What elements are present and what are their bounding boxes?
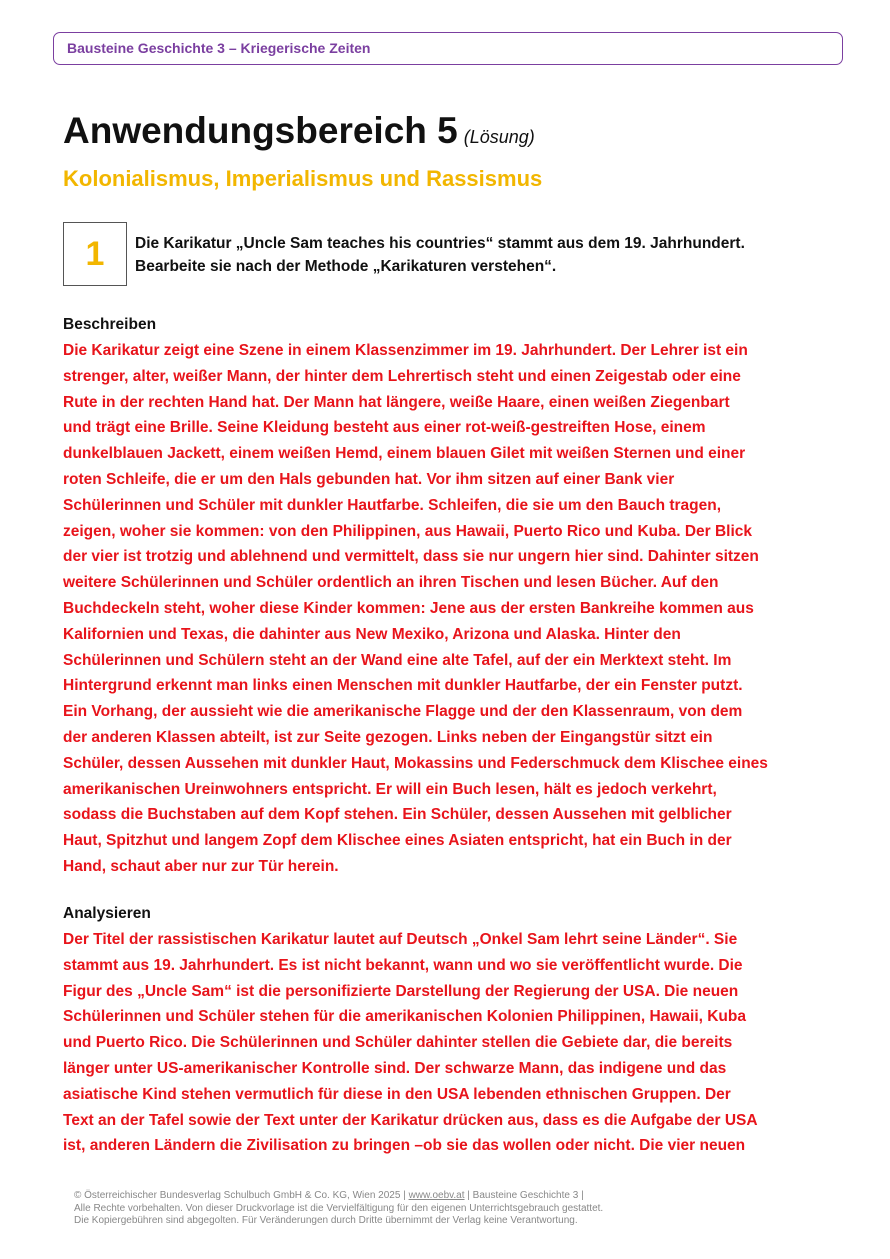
footer-line-3: Die Kopiergebühren sind abgegolten. Für Veränderungen durch Dritte übernimmt der Verlag keine Verantwortung. bbox=[74, 1215, 578, 1226]
body-line: Die Karikatur zeigt eine Szene in einem Klassenzimmer im 19. Jahrhundert. Der Lehrer ist ein bbox=[63, 342, 748, 359]
body-line: amerikanischen Ureinwohners entspricht. Er will ein Buch lesen, hält es jedoch verkehrt, bbox=[63, 780, 717, 798]
section-body-beschreiben bbox=[63, 338, 833, 880]
body-line: Kalifornien und Texas, die dahinter aus New Mexiko, Arizona und Alaska. Hinter den bbox=[63, 625, 681, 643]
page-title-main: Anwendungsbereich 5 bbox=[63, 110, 458, 151]
section-body-analysieren bbox=[63, 927, 833, 1159]
body-line: länger unter US-amerikanischer Kontrolle sind. Der schwarze Mann, das indigene und das bbox=[63, 1059, 727, 1077]
body-line: dunkelblauen Jackett, einem weißen Hemd, einem blauen Gilet mit weißen Sternen und einer bbox=[63, 445, 746, 463]
body-line: roten Schleife, die er um den Hals gebunden hat. Vor ihm sitzen auf einer Bank vier bbox=[63, 470, 675, 488]
body-line: Schülerinnen und Schüler stehen für die amerikanischen Kolonien Philippinen, Hawaii, Kuba bbox=[63, 1008, 746, 1026]
page-subtitle: Kolonialismus, Imperialismus und Rassismus bbox=[63, 166, 543, 191]
footer-line-1 bbox=[74, 1190, 603, 1203]
task-number-box: 1 bbox=[63, 222, 127, 286]
body-line: Schülerinnen und Schüler mit dunkler Hautfarbe. Schleifen, die sie um den Bauch tragen, bbox=[63, 496, 722, 514]
body-line: und Puerto Rico. Die Schülerinnen und Schüler dahinter stellen die Gebiete dar, die bereits bbox=[63, 1034, 733, 1052]
body-line: sodass die Buchstaben auf dem Kopf stehen. Ein Schüler, dessen Aussehen mit gelblicher bbox=[63, 806, 732, 824]
body-line: der anderen Klassen abteilt, ist zur Seite gezogen. Links neben der Eingangstür sitzt ein bbox=[63, 728, 713, 746]
body-line: asiatische Kind stehen vermutlich für diese in den USA lebenden ethnischen Gruppen. Der bbox=[63, 1085, 731, 1103]
body-line: Rute in der rechten Hand hat. Der Mann hat längere, weiße Haare, einen weißen Ziegenbart bbox=[63, 393, 730, 411]
page-title-note: (Lösung) bbox=[463, 127, 535, 147]
page-footer bbox=[74, 1190, 603, 1228]
body-line: ist, anderen Ländern die Zivilisation zu bringen –ob sie das wollen oder nicht. Die vier neuen bbox=[63, 1137, 746, 1155]
body-line: der vier ist trotzig und ablehnend und vermittelt, dass sie nur ungern hier sind. Dahinter sitzen bbox=[63, 548, 759, 566]
task-line: Die Karikatur „Uncle Sam teaches his countries“ stammt aus dem 19. Jahrhundert. bbox=[135, 235, 745, 252]
page-title bbox=[63, 110, 535, 152]
footer-copyright: © Österreichischer Bundesverlag Schulbuch GmbH & Co. KG, Wien 2025 | bbox=[74, 1190, 406, 1201]
body-line: Text an der Tafel sowie der Text unter der Karikatur drücken aus, dass es die Aufgabe der USA bbox=[63, 1111, 758, 1129]
body-line: und trägt eine Brille. Seine Kleidung besteht aus einer rot-weiß-gestreiften Hose, einem bbox=[63, 419, 706, 437]
footer-link[interactable]: www.oebv.at bbox=[408, 1190, 465, 1201]
body-line: stammt aus 19. Jahrhundert. Es ist nicht bekannt, wann und wo sie veröffentlicht wurde. Die bbox=[63, 956, 743, 974]
body-line: Buchdeckeln steht, woher diese Kinder kommen: Jene aus der ersten Bankreihe kommen aus bbox=[63, 599, 754, 617]
body-line: Der Titel der rassistischen Karikatur lautet auf Deutsch „Onkel Sam lehrt seine Länder“. Sie bbox=[63, 931, 738, 948]
task-line: Bearbeite sie nach der Methode „Karikaturen verstehen“. bbox=[135, 258, 557, 275]
task-instructions bbox=[135, 232, 835, 278]
body-line: Schülerinnen und Schülern steht an der Wand eine alte Tafel, auf der ein Merktext steht. Im bbox=[63, 651, 732, 669]
body-line: Hand, schaut aber nur zur Tür herein. bbox=[63, 857, 339, 875]
body-line: Haut, Spitzhut und langem Zopf dem Klischee eines Asiaten entspricht, hat ein Buch in der bbox=[63, 832, 732, 850]
body-line: zeigen, woher sie kommen: von den Philippinen, aus Hawaii, Puerto Rico und Kuba. Der Blick bbox=[63, 522, 753, 540]
body-line: Hintergrund erkennt man links einen Menschen mit dunkler Hautfarbe, der ein Fenster putzt. bbox=[63, 677, 743, 695]
header-box bbox=[53, 32, 843, 65]
header-text: Bausteine Geschichte 3 – Kriegerische Zeiten bbox=[67, 40, 371, 56]
section-heading-analysieren: Analysieren bbox=[63, 905, 151, 922]
footer-book: | Bausteine Geschichte 3 | bbox=[467, 1190, 584, 1201]
body-line: Schüler, dessen Aussehen mit dunkler Haut, Mokassins und Federschmuck dem Klischee eines bbox=[63, 754, 768, 772]
body-line: Ein Vorhang, der aussieht wie die amerikanische Flagge und der den Klassenraum, von dem bbox=[63, 703, 743, 721]
body-line: strenger, alter, weißer Mann, der hinter dem Lehrertisch steht und einen Zeigestab oder eine bbox=[63, 367, 741, 385]
footer-line-2: Alle Rechte vorbehalten. Von dieser Druckvorlage ist die Vervielfältigung für den eigenen Unterrichtsgebrauch gestattet. bbox=[74, 1202, 604, 1214]
body-line: Figur des „Uncle Sam“ ist die personifizierte Darstellung der Regierung der USA. Die neuen bbox=[63, 982, 739, 1000]
section-heading-beschreiben: Beschreiben bbox=[63, 316, 157, 333]
body-line: weitere Schülerinnen und Schüler ordentlich an ihren Tischen und lesen Bücher. Auf den bbox=[63, 574, 719, 592]
